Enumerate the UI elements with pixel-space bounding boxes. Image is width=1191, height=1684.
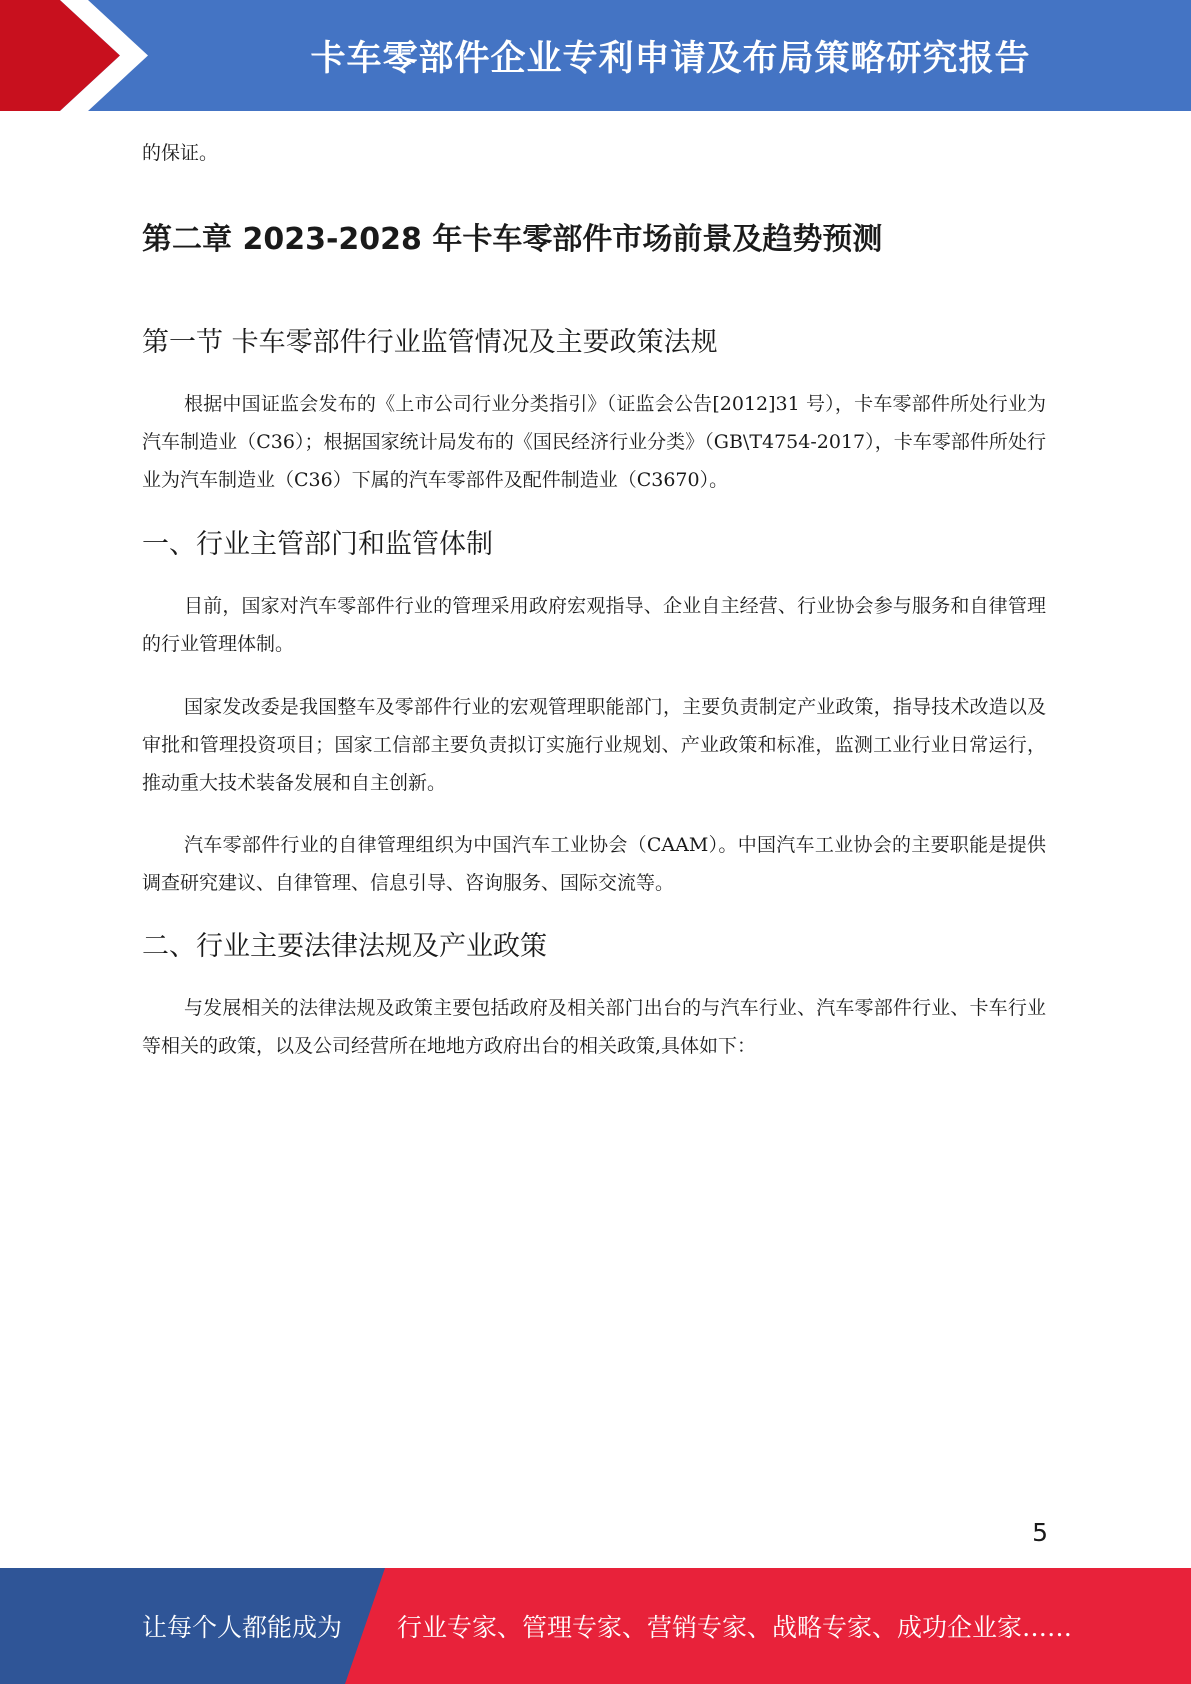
paragraph-government-departments: 国家发改委是我国整车及零部件行业的宏观管理职能部门，主要负责制定产业政策，指导技术改造以及审批和管理投资项目；国家工信部主要负责拟订实施行业规划、产业政策和标准，监测工业行业日常运行，推动重大技术装备发展和自主创新。 (142, 696, 1046, 794)
footer-slogan-left: 让每个人都能成为 (142, 1613, 343, 1642)
chapter-title: 第二章 2023-2028 年卡车零部件市场前景及趋势预测 (142, 222, 883, 257)
section-title: 第一节 卡车零部件行业监管情况及主要政策法规 (142, 327, 718, 358)
page-number: 5 (1032, 1518, 1048, 1547)
page-header (0, 0, 1191, 111)
header-arrow-decoration (0, 0, 160, 111)
heading-laws-and-policies: 二、行业主要法律法规及产业政策 (142, 931, 547, 962)
paragraph-industry-classification: 根据中国证监会发布的《上市公司行业分类指引》（证监会公告[2012]31 号），卡车零部件所处行业为汽车制造业（C36）；根据国家统计局发布的《国民经济行业分类》（GB\T4754-2017），卡车零部件所处行业为汽车制造业（C36）下属的汽车零部件及配件制造业（C3670）。 (142, 393, 1046, 491)
page-footer (0, 1568, 1191, 1684)
heading-regulatory-authority: 一、行业主管部门和监管体制 (142, 529, 493, 560)
footer-slogan-right: 行业专家、管理专家、营销专家、战略专家、成功企业家…… (397, 1613, 1073, 1642)
continued-paragraph: 的保证。 (142, 142, 219, 164)
paragraph-industry-association: 汽车零部件行业的自律管理组织为中国汽车工业协会（CAAM）。中国汽车工业协会的主要职能是提供调查研究建议、自律管理、信息引导、咨询服务、国际交流等。 (142, 834, 1046, 894)
paragraph-policies: 与发展相关的法律法规及政策主要包括政府及相关部门出台的与汽车行业、汽车零部件行业、卡车行业等相关的政策，以及公司经营所在地地方政府出台的相关政策,具体如下： (142, 997, 1046, 1057)
paragraph-management-system: 目前，国家对汽车零部件行业的管理采用政府宏观指导、企业自主经营、行业协会参与服务和自律管理的行业管理体制。 (142, 595, 1046, 655)
header-title: 卡车零部件企业专利申请及布局策略研究报告 (310, 38, 1031, 79)
